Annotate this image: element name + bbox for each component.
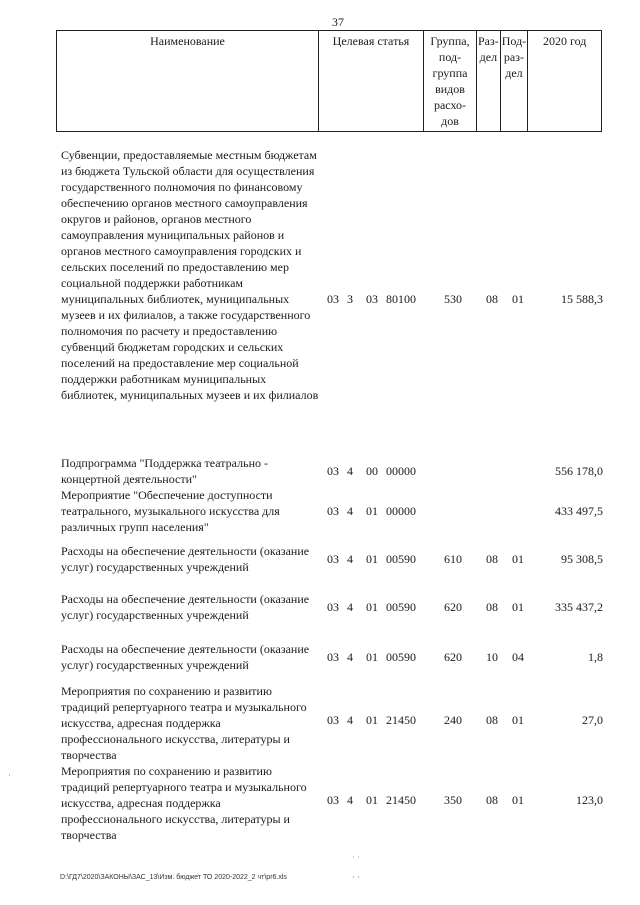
code-direction: 00590 [386,552,416,566]
code-program: 03 [327,793,339,807]
razdel-code: 10 [486,650,498,664]
group-code: 610 [444,552,462,566]
code-program: 03 [327,292,339,306]
scan-speck: ˙ ˙ [352,855,361,865]
amount: 27,0 [582,713,603,727]
code-direction: 00000 [386,504,416,518]
header-name: Наименование [57,31,319,132]
podrazdel-code: 01 [512,552,524,566]
header-podrazdel: Под- раз- дел [500,31,527,132]
row-name: Мероприятия по сохранению и развитию традиций репертуарного театра и музыкального искусства, адресная поддержка профессионального искусства, литературы и творчества [61,764,307,842]
header-target: Целевая статья [319,31,424,132]
row-name: Субвенции, предоставляемые местным бюджетам из бюджета Тульской области для осуществления государственного полномочия по финансовому обеспечению органов местного самоуправления округов и районов, органов местного самоуправления муниципальных районов и органов местного самоуправления городских и сельских поселений по предоставлению мер социальной поддержки работникам муниципальных библиотек, муниципальных музеев и их филиалов, а также государственного полномочия по расчету и предоставлению субвенций бюджетам городских и сельских поселений на предоставление мер социальной поддержки работникам муниципальных библиотек, муниципальных музеев и их филиалов [61,148,319,402]
code-subprogram: 3 [347,292,353,306]
header-group: Группа, под- группа видов расхо- дов [424,31,477,132]
code-program: 03 [327,650,339,664]
header-year: 2020 год [528,31,602,132]
amount: 95 308,5 [561,552,603,566]
code-program: 03 [327,552,339,566]
row-name: Расходы на обеспечение деятельности (оказание услуг) государственных учреждений [61,592,310,622]
file-path-footer: D:\ГД7\2020\ЗАКОНЫ\ЗАС_13\Изм. бюджет ТО 2020-2022_2 чт\рr6.xls [60,874,287,881]
group-code: 620 [444,600,462,614]
code-event: 01 [366,713,378,727]
razdel-code: 08 [486,713,498,727]
podrazdel-code: 01 [512,600,524,614]
scan-speck: ˎ ˎ [352,868,361,878]
code-program: 03 [327,504,339,518]
code-event: 03 [366,292,378,306]
group-code: 530 [444,292,462,306]
table-header [56,30,602,132]
code-subprogram: 4 [347,504,353,518]
amount: 15 588,3 [561,292,603,306]
code-event: 00 [366,464,378,478]
code-direction: 80100 [386,292,416,306]
amount: 556 178,0 [555,464,603,478]
page-number: 37 [332,15,344,29]
code-event: 01 [366,504,378,518]
razdel-code: 08 [486,793,498,807]
code-subprogram: 4 [347,650,353,664]
scan-speck: · [8,770,11,780]
row-name: Расходы на обеспечение деятельности (оказание услуг) государственных учреждений [61,642,310,672]
code-event: 01 [366,552,378,566]
razdel-code: 08 [486,292,498,306]
podrazdel-code: 04 [512,650,524,664]
row-name: Расходы на обеспечение деятельности (оказание услуг) государственных учреждений [61,544,310,574]
code-program: 03 [327,600,339,614]
code-direction: 00590 [386,650,416,664]
code-subprogram: 4 [347,713,353,727]
code-subprogram: 4 [347,552,353,566]
code-subprogram: 4 [347,464,353,478]
code-event: 01 [366,793,378,807]
code-direction: 21450 [386,713,416,727]
group-code: 350 [444,793,462,807]
code-direction: 00000 [386,464,416,478]
podrazdel-code: 01 [512,292,524,306]
razdel-code: 08 [486,552,498,566]
code-subprogram: 4 [347,600,353,614]
row-name: Подпрограмма "Поддержка театрально - концертной деятельности" [61,456,268,486]
code-program: 03 [327,464,339,478]
code-direction: 21450 [386,793,416,807]
code-event: 01 [366,600,378,614]
razdel-code: 08 [486,600,498,614]
podrazdel-code: 01 [512,793,524,807]
group-code: 620 [444,650,462,664]
amount: 1,8 [588,650,603,664]
code-event: 01 [366,650,378,664]
code-subprogram: 4 [347,793,353,807]
code-program: 03 [327,713,339,727]
row-name: Мероприятия по сохранению и развитию традиций репертуарного театра и музыкального искусства, адресная поддержка профессионального искусства, литературы и творчества [61,684,307,762]
podrazdel-code: 01 [512,713,524,727]
group-code: 240 [444,713,462,727]
code-direction: 00590 [386,600,416,614]
row-name: Мероприятие "Обеспечение доступности театрального, музыкального искусства для различных групп населения" [61,488,280,534]
amount: 335 437,2 [555,600,603,614]
amount: 433 497,5 [555,504,603,518]
header-razdel: Раз- дел [477,31,501,132]
amount: 123,0 [576,793,603,807]
